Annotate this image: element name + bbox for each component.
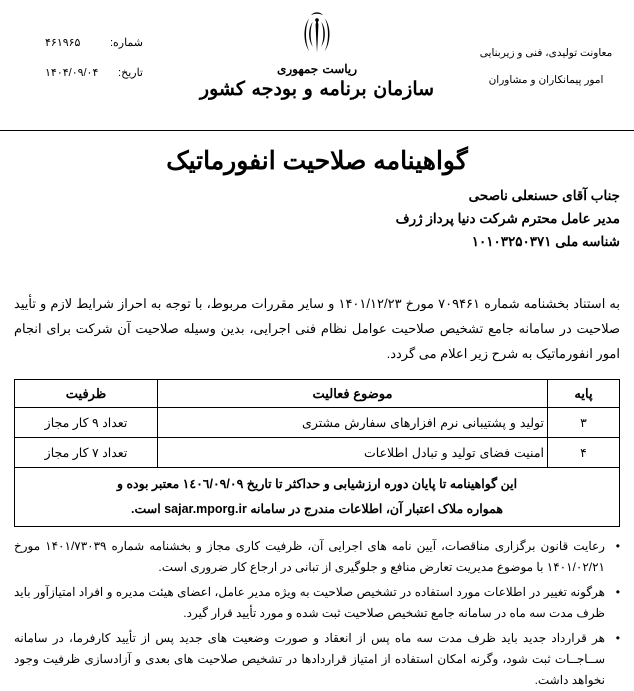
letterhead — [0, 0, 634, 131]
addressee-national-id: شناسه ملی ۱۰۱۰۳۲۵۰۳۷۱ — [471, 234, 620, 249]
table-footer-row — [15, 468, 620, 527]
bullet-icon: • — [615, 631, 620, 645]
page-title: گواهینامه صلاحیت انفورماتیک — [166, 147, 468, 175]
list-item — [14, 628, 620, 691]
addressee-block — [14, 184, 620, 253]
header-capacity: ظرفیت — [15, 380, 158, 408]
cell-grade: ۳ — [548, 408, 620, 438]
org-presidency-line: ریاست جمهوری — [276, 62, 358, 76]
cell-capacity: تعداد ۷ کار مجاز — [15, 438, 158, 468]
addressee-name: جناب آقای حسنعلی ناصحی — [468, 188, 620, 203]
validity-statement — [15, 468, 620, 527]
qualification-table — [14, 379, 620, 527]
list-item — [14, 536, 620, 578]
note-text: هرگونه تغییر در اطلاعات مورد استفاده در تشخیص صلاحیت به ویژه مدیر عامل، اعضای هیئت مدیره و افراد امتیازآور باید ظرف مدت سه ماه در سامانه جامع تشخیص صلاحیت ثبت شده و مورد تأیید قرار گیرد. — [14, 585, 605, 620]
table-row — [15, 438, 620, 468]
department-line1: معاونت تولیدی، فنی و زیربنایی — [479, 47, 613, 59]
department-line2: امور پیمانکاران و مشاوران — [488, 74, 604, 86]
notes-list — [14, 536, 620, 691]
note-text: رعایت قانون برگزاری مناقصات، آیین نامه های اجرایی آن، ظرفیت کاری مجاز و بخشنامه شماره ۱۴۰۱/۷۳۰۳۹ مورخ ۱۴۰۱/۰۲/۲۱ با موضوع مدیریت تعارض منافع و جلوگیری از تبانی در ارجاع کار ضروری است. — [14, 539, 605, 574]
cell-capacity: تعداد ۹ کار مجاز — [15, 408, 158, 438]
header-activity: موضوع فعالیت — [158, 380, 548, 408]
iran-emblem-icon — [299, 10, 335, 56]
table-row — [15, 408, 620, 438]
note-text: هر قرارداد جدید باید ظرف مدت سه ماه پس از انعقاد و صورت وضعیت های جدید پس از تأیید کارفرما، در سامانه ســاجــات ثبت شود، وگرنه امکان استفاده از امتیاز قراردادها در تشخیص صلاحیت های بعدی و آزادسازی ظرفیت وجود نخواهد داشت. — [14, 631, 605, 687]
addressee-role: مدیر عامل محترم شرکت دنیا پرداز ژرف — [395, 211, 620, 226]
cell-activity: تولید و پشتیبانی نرم افزارهای سفارش مشتری — [158, 408, 548, 438]
letter-date-value: ۱۴۰۴/۰۹/۰۴ — [45, 67, 99, 79]
cell-activity: امنیت فضای تولید و تبادل اطلاعات — [158, 438, 548, 468]
header-grade: پایه — [548, 380, 620, 408]
cell-grade: ۴ — [548, 438, 620, 468]
table-header-row — [15, 380, 620, 408]
bullet-icon: • — [615, 539, 620, 553]
letter-number-label: شماره: — [109, 37, 143, 49]
letter-number-value: ۴۶۱۹۶۵ — [45, 37, 81, 49]
list-item — [14, 582, 620, 624]
letter-date-label: تاریخ: — [118, 67, 143, 79]
validity-line2: همواره ملاک اعتبار آن، اطلاعات مندرج در سامانه sajar.mporg.ir است. — [131, 502, 503, 516]
bullet-icon: • — [615, 585, 620, 599]
department-block — [466, 40, 626, 94]
certificate-body-paragraph: به استناد بخشنامه شماره ۷۰۹۴۶۱ مورخ ۱۴۰۱/۱۲/۲۳ و سایر مقررات مربوط، با توجه به احراز شرایط لازم و تأیید صلاحیت در سامانه جامع تشخیص صلاحیت عوامل نظام فنی اجرایی، بدین وسیله صلاحیت آن شرکت برای انجام امور انفورماتیک به شرح زیر اعلام می گردد. — [14, 296, 620, 361]
validity-line1: این گواهینامه تا پایان دوره ارزشیابی و حداکثر تا تاریخ ١٤٠٦/٠٩/٠٩ معتبر بوده و — [116, 477, 518, 491]
org-name-line: سازمان برنامه و بودجه کشور — [199, 78, 435, 100]
